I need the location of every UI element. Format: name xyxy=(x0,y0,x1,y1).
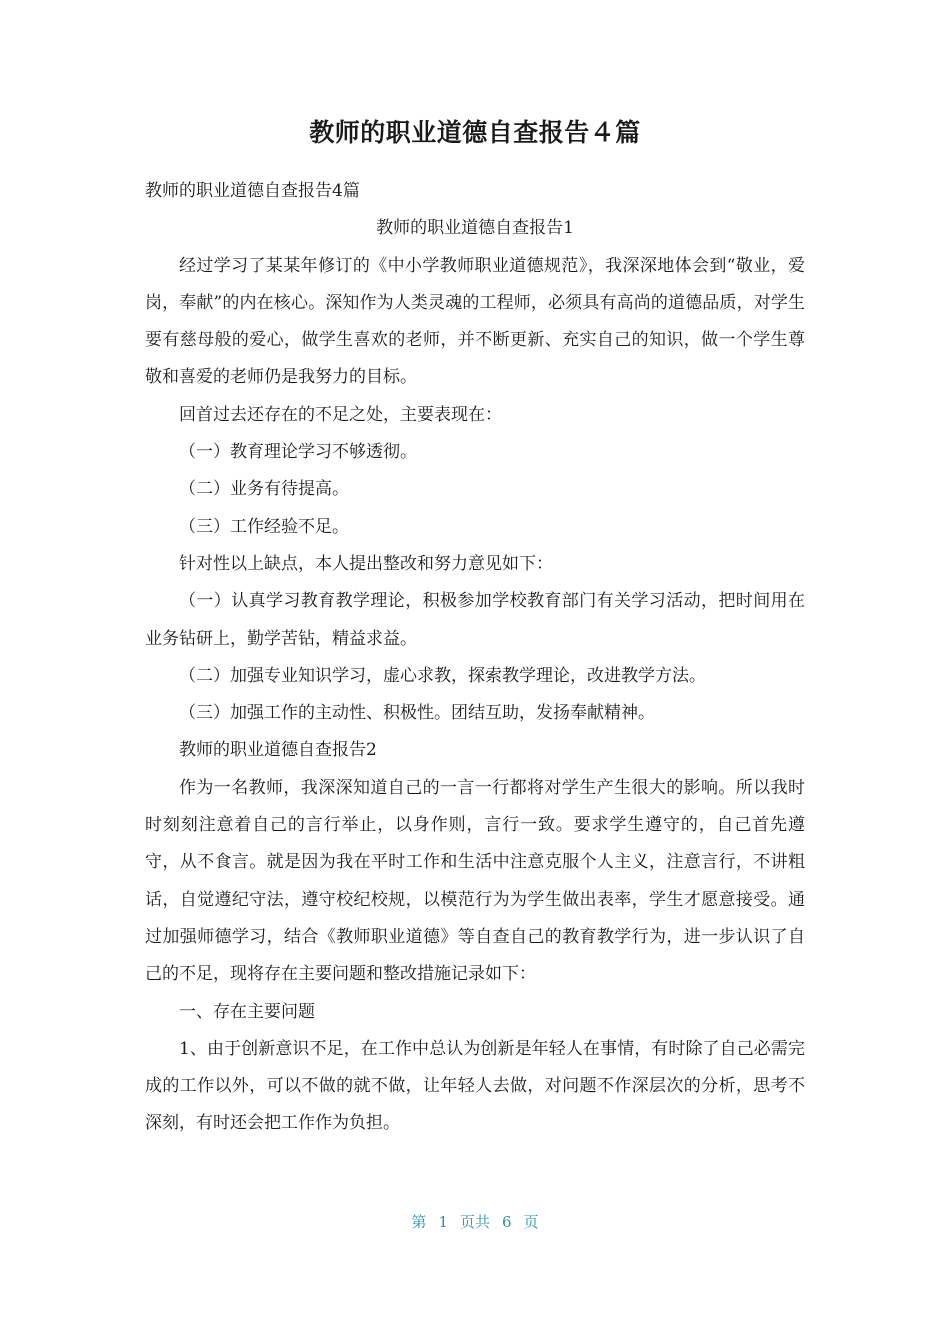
current-page-number: 1 xyxy=(438,1213,448,1231)
paragraph: 1、由于创新意识不足，在工作中总认为创新是年轻人在事情，有时除了自己必需完成的工作以外，可以不做的就不做，让年轻人去做，对问题不作深层次的分析，思考不深刻，有时还会把工作作为负担。 xyxy=(145,1038,805,1134)
document-body xyxy=(145,173,805,1143)
page-label-suffix: 页 xyxy=(523,1213,539,1231)
section-heading-2: 教师的职业道德自查报告2 xyxy=(179,740,377,761)
paragraph: 作为一名教师，我深深知道自己的一言一行都将对学生产生很大的影响。所以我时时刻刻注意着自己的言行举止，以身作则，言行一致。要求学生遵守的，自己首先遵守，从不食言。就是因为我在平时工作和生活中注意克服个人主义，注意言行，不讲粗话，自觉遵纪守法，遵守校纪校规，以模范行为为学生做出表率，学生才愿意接受。通过加强师德学习，结合《教师职业道德》等自查自己的教育教学行为，进一步认识了自己的不足，现将存在主要问题和整改措施记录如下： xyxy=(145,777,805,985)
paragraph: 回首过去还存在的不足之处，主要表现在： xyxy=(179,404,502,425)
list-item: （三）加强工作的主动性、积极性。团结互助，发扬奉献精神。 xyxy=(179,703,655,724)
list-item: （二）业务有待提高。 xyxy=(179,479,349,500)
document-subtitle: 教师的职业道德自查报告4篇 xyxy=(145,181,360,201)
subsection-heading: 一、存在主要问题 xyxy=(179,1001,315,1022)
list-item: （二）加强专业知识学习，虚心求教，探索教学理论，改进教学方法。 xyxy=(179,665,706,686)
list-item: （一）教育理论学习不够透彻。 xyxy=(179,442,417,463)
paragraph: 针对性以上缺点，本人提出整改和努力意见如下： xyxy=(179,553,553,574)
list-item: （三）工作经验不足。 xyxy=(179,516,349,537)
page-footer xyxy=(0,1210,950,1234)
paragraph: 经过学习了某某年修订的《中小学教师职业道德规范》，我深深地体会到“敬业，爱岗，奉献”的内在核心。深知作为人类灵魂的工程师，必须具有高尚的道德品质，对学生要有慈母般的爱心，做学生喜欢的老师，并不断更新、充实自己的知识，做一个学生尊敬和喜爱的老师仍是我努力的目标。 xyxy=(145,255,805,388)
list-item: （一）认真学习教育教学理论，积极参加学校教育部门有关学习活动，把时间用在业务钻研上，勤学苦钻，精益求益。 xyxy=(145,591,805,649)
page-title: 教师的职业道德自查报告４篇 xyxy=(309,118,641,147)
page-label-middle: 页共 xyxy=(459,1213,490,1231)
page-label-prefix: 第 xyxy=(411,1213,427,1231)
total-pages-number: 6 xyxy=(502,1213,512,1231)
section-heading-1: 教师的职业道德自查报告1 xyxy=(376,218,574,239)
